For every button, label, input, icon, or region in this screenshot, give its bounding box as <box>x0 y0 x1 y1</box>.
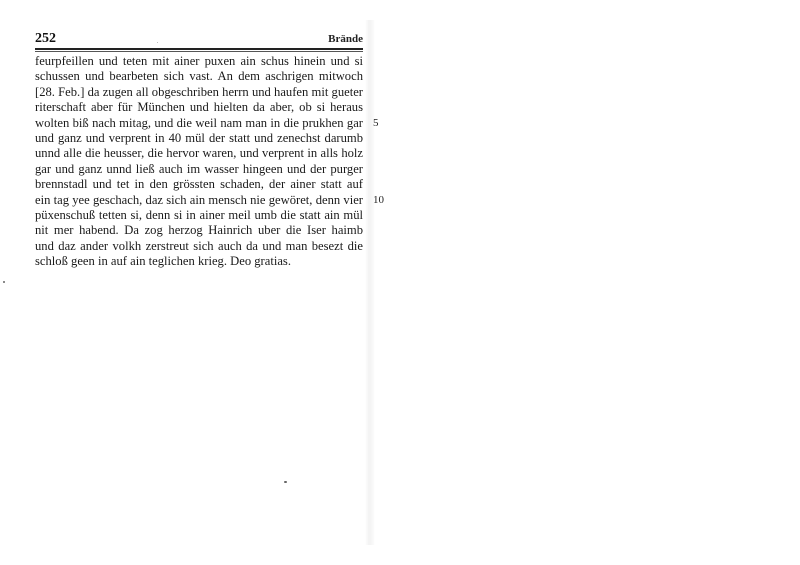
scan-speck <box>157 42 158 43</box>
text-line: schloß geen in auf ain teglichen krieg. Deo gratias. <box>35 254 291 269</box>
text-line: feurpfeillen und teten mit ainer puxen ain schus hinein und si <box>35 54 363 68</box>
text-line: riterschaft aber für München und hielten da aber, ob si heraus <box>35 100 363 115</box>
text-line: wolten biß nach mitag, und die weil nam man in die prukhen gar 5 <box>35 115 379 130</box>
line-number: 5 <box>373 116 379 129</box>
body-text <box>35 54 384 269</box>
text-line: püxenschuß tetten si, denn si in ainer meil umb die statt ain mül <box>35 207 363 222</box>
page-header <box>35 31 363 47</box>
text-line: schussen und bearbeten sich vast. An dem aschrigen mitwoch <box>35 69 363 84</box>
text-line: gar und ganz unnd ließ auch im wasser hingeen und der purger <box>35 161 363 176</box>
scan-speck <box>3 281 5 283</box>
header-rule-thin <box>35 51 363 52</box>
text-line: und daz ander volkh zerstreut sich auch da und man besezt die <box>35 238 363 253</box>
text-line: nit mer habend. Da zog herzog Hainrich uber die Iser haimb <box>35 223 363 238</box>
scan-speck <box>284 481 287 483</box>
text-line: [28. Feb.] da zugen all obgeschriben herrn und haufen mit gueter <box>35 84 363 99</box>
page-gutter-shadow <box>365 20 375 545</box>
running-head: Brände <box>328 33 363 45</box>
text-line: und ganz und verprent in 40 mül der statt und zenechst darumb <box>35 130 363 145</box>
header-rule-thick <box>35 48 363 50</box>
text-line: ein tag yee geschach, daz sich ain mensch nie gewöret, denn vier 10 <box>35 192 384 207</box>
line-number: 10 <box>373 193 384 206</box>
text-line: unnd alle die heusser, die hervor waren, und verprent in alls holz <box>35 146 363 161</box>
text-line: brennstadl und tet in den grössten schaden, der ainer statt auf <box>35 177 363 192</box>
page-number: 252 <box>35 31 56 46</box>
